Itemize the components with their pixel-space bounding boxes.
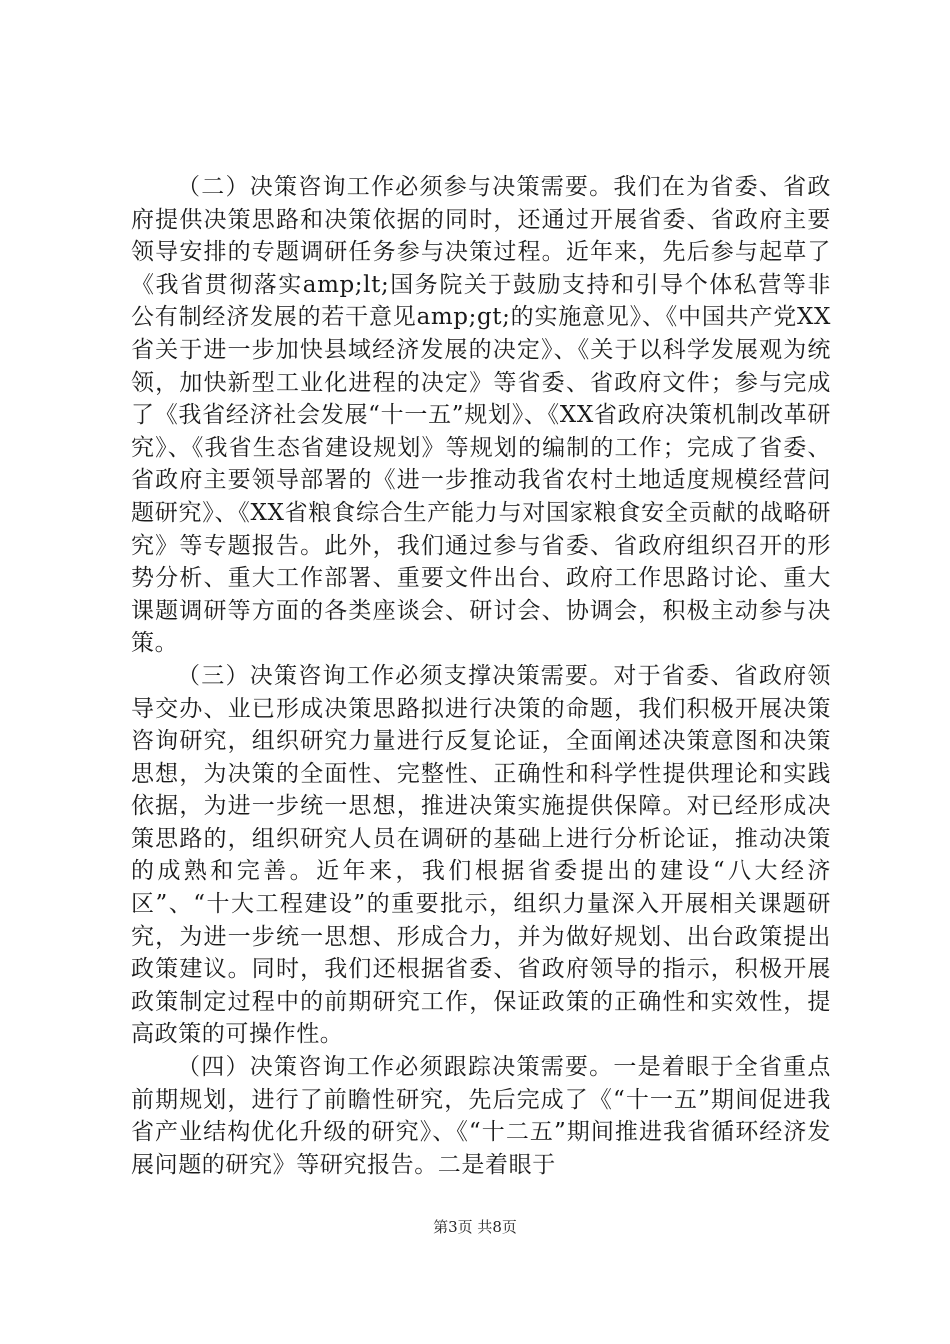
paragraph-decision-participation: （二）决策咨询工作必须参与决策需要。我们在为省委、省政府提供决策思路和决策依据的同时，还通过开展省委、省政府主要领导安排的专题调研任务参与决策过程。近年来，先后参与起草了《我省贯彻落实amp;lt;国务院关于鼓励支持和引导个体私营等非公有制经济发展的若干意见amp;gt;的实施意见》、《中国共产党XX省关于进一步加快县域经济发展的决定》、《关于以科学发展观为统领，加快新型工业化进程的决定》等省委、省政府文件；参与完成了《我省经济社会发展“十一五”规划》、《XX省政府决策机制改革研究》、《我省生态省建设规划》等规划的编制的工作；完成了省委、省政府主要领导部署的《进一步推动我省农村土地适度规模经营问题研究》、《XX省粮食综合生产能力与对国家粮食安全贡献的战略研究》等专题报告。此外，我们通过参与省委、省政府组织召开的形势分析、重大工作部署、重要文件出台、政府工作思路讨论、重大课题调研等方面的各类座谈会、研讨会、协调会，积极主动参与决策。 bbox=[131, 174, 831, 657]
document-body bbox=[131, 171, 831, 1181]
paragraph-decision-support: （三）决策咨询工作必须支撑决策需要。对于省委、省政府领导交办、业已形成决策思路拟进行决策的命题，我们积极开展决策咨询研究，组织研究力量进行反复论证，全面阐述决策意图和决策思想，为决策的全面性、完整性、正确性和科学性提供理论和实践依据，为进一步统一思想，推进决策实施提供保障。对已经形成决策思路的，组织研究人员在调研的基础上进行分析论证，推动决策的成熟和完善。近年来，我们根据省委提出的建设“八大经济区”、“十大工程建设”的重要批示，组织力量深入开展相关课题研究，为进一步统一思想、形成合力，并为做好规划、出台政策提出政策建议。同时，我们还根据省委、省政府领导的指示，积极开展政策制定过程中的前期研究工作，保证政策的正确性和实效性，提高政策的可操作性。 bbox=[131, 662, 831, 1048]
paragraph-decision-tracking: （四）决策咨询工作必须跟踪决策需要。一是着眼于全省重点前期规划，进行了前瞻性研究，先后完成了《“十一五”期间促进我省产业结构优化升级的研究》、《“十二五”期间推进我省循环经济发展问题的研究》等研究报告。二是着眼于 bbox=[131, 1054, 831, 1178]
page-footer: 第3页 共8页 bbox=[433, 1218, 517, 1236]
